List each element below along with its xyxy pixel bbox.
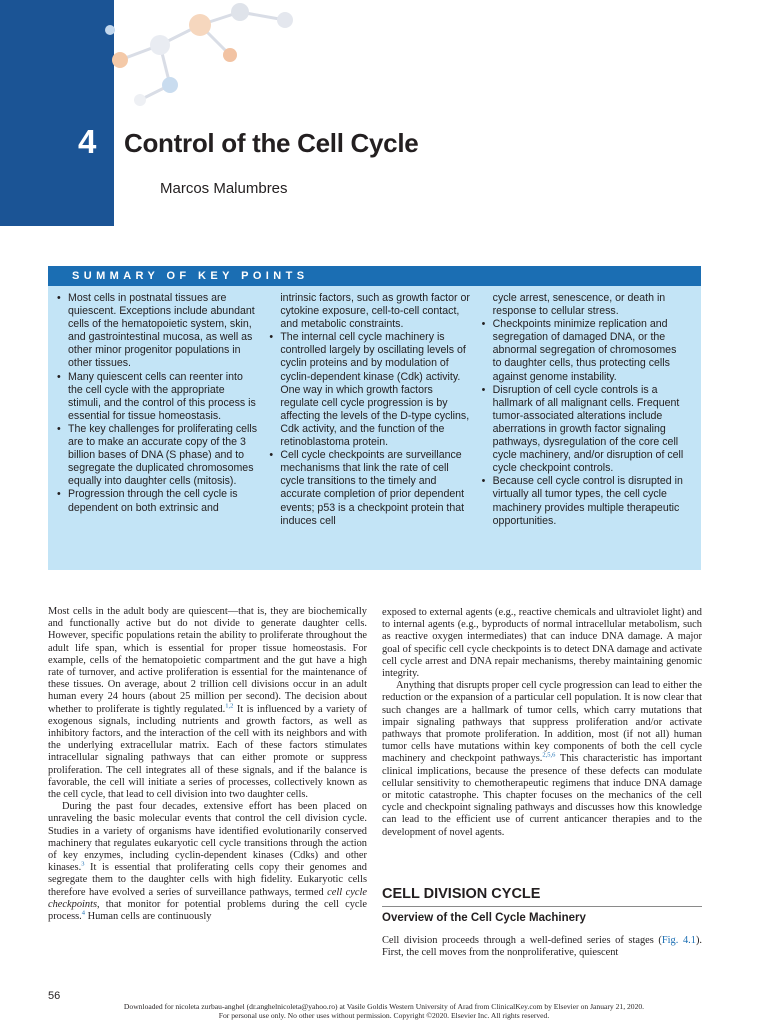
- summary-column-3: [481, 292, 693, 528]
- summary-point: • Most cells in postnatal tissues are quiescent. Exceptions include abundant cells of the hematopoietic system, skin, and gastrointestinal mucosa, as well as other minor progenitor populations in other tissues.: [56, 292, 260, 371]
- author-name: Marcos Malumbres: [160, 180, 288, 197]
- summary-point: cycle arrest, senescence, or death in response to cellular stress.: [492, 292, 666, 318]
- body-paragraph: Cell division proceeds through a well-defined series of stages (Fig. 4.1). First, the cell moves from the nonproliferative, quiescent: [382, 935, 702, 959]
- chapter-color-band: [0, 0, 114, 226]
- figure-link[interactable]: Fig. 4.1: [661, 935, 696, 946]
- footer-line-1: Downloaded for nicoleta zurbau-anghel (dr.anghelnicoleta@yahoo.ro) at Vasile Goldis Western University of Arad from ClinicalKey.com by Elsevier on January 21, 2020.: [123, 1002, 645, 1011]
- subsection-heading: Overview of the Cell Cycle Machinery: [382, 912, 586, 924]
- citation[interactable]: 3: [81, 860, 85, 868]
- chapter-title: Control of the Cell Cycle: [124, 128, 419, 158]
- summary-point: • Checkpoints minimize replication and segregation of damaged DNA, or the abnormal segregation of chromosomes to daughter cells, thus protecting cells against genome instability.: [481, 318, 685, 383]
- summary-point: • Disruption of cell cycle controls is a hallmark of all malignant cells. Frequent tumor-associated alterations include aberrations in growth factor signaling pathways, dysregulation of the core cell cycle machinery, and/or disruption of cell cycle checkpoint controls.: [481, 384, 685, 476]
- citation[interactable]: 1,2: [225, 702, 234, 710]
- footer-line-2: For personal use only. No other uses without permission. Copyright ©2020. Elsevier Inc. All rights reserved.: [218, 1011, 550, 1021]
- summary-point: • The internal cell cycle machinery is controlled largely by oscillating levels of cyclin proteins and by modulation of cyclin-dependent kinase (Cdk) activity. One way in which growth factors regulate cell cycle progression is by affecting the levels of the D-type cyclins, Cdk activity, and the function of the retinoblastoma protein.: [268, 331, 472, 449]
- citation[interactable]: 4: [81, 909, 86, 917]
- body-paragraph: Most cells in the adult body are quiescent—that is, they are biochemically and functionally active but do not divide to generate daughter cells. However, specific populations retain the ability to proliferate throughout the adult life span, which is essential for proper tissue homeostasis. For example, cells of the hematopoietic compartment and the gut have a high rate of turnover, and active proliferation is essential for the maintenance of these tissues. On average, about 2 trillion cell divisions occur in an adult human every 24 hours (about 25 million per second). The decision about whether to proliferate is tightly regulated.$^{1,2}$ It is influenced by a variety of exogenous signals, including nutrients and growth factors, as well as inhibitory factors, and the interaction of the cell with its neighbors and with the underlying extracellular matrix. Each of these factors stimulates intracellular signaling pathways that can either promote or suppress proliferation. The cell integrates all of these signals, and if the balance is favorable, the cell will initiate a series of processes, collectively known as the cell cycle, that lead to cell division into two daughter cells.: [48, 606, 367, 801]
- download-footer: [0, 1002, 768, 1021]
- section-heading: CELL DIVISION CYCLE: [382, 886, 702, 907]
- summary-point: • Progression through the cell cycle is dependent on both extrinsic and: [56, 488, 260, 514]
- summary-column-1: [56, 292, 268, 528]
- body-paragraph: Anything that disrupts proper cell cycle progression can lead to either the reduction or the expansion of a particular cell population. It is now clear that such changes are a hallmark of tumor cells, which carry mutations that impair signaling pathways that suppress proliferation and/or activate pathways that promote proliferation. In addition, most (if not all) human tumor cells have mutations within key components of both the cell cycle machinery and checkpoint pathways.$^{2,5,6}$ This characteristic has important clinical implications, because the presence of these defects can modulate cellular sensitivity to chemotherapeutic regimens that induce DNA damage or mitotic catastrophe. This chapter focuses on the mechanics of the cell cycle and checkpoint signaling pathways and discusses how this knowledge can lead to the efficient use of current anticancer therapies and to the development of novel agents.: [382, 680, 702, 838]
- summary-column-2: [268, 292, 480, 528]
- body-column-right: [382, 607, 702, 839]
- summary-key-points-box: [48, 266, 701, 570]
- body-column-left: [48, 606, 367, 923]
- summary-point: • Because cell cycle control is disrupted in virtually all tumor types, the cell cycle machinery provides multiple therapeutic opportunities.: [481, 475, 685, 527]
- body-paragraph: exposed to external agents (e.g., reactive chemicals and ultraviolet light) and to internal agents (e.g., byproducts of normal intracellular metabolism, such as reactive oxygen intermediates) that can induce DNA damage. A major goal of specific cell cycle checkpoints is to detect DNA damage and activate cell cycle arrest and DNA repair mechanisms, thereby maintaining genomic integrity.: [382, 607, 702, 680]
- summary-point: • Cell cycle checkpoints are surveillance mechanisms that link the rate of cell cycle transitions to the timely and accurate completion of prior dependent events; p53 is a checkpoint protein that induces cell: [268, 449, 472, 528]
- summary-point: intrinsic factors, such as growth factor or cytokine exposure, cell-to-cell contact, and metabolic constraints.: [280, 292, 470, 331]
- page-number: 56: [48, 990, 61, 1002]
- body-column-right-continued: [382, 935, 702, 959]
- chapter-number: 4: [78, 123, 97, 160]
- molecule-graphic: [100, 0, 330, 115]
- summary-header: SUMMARY OF KEY POINTS: [48, 266, 701, 286]
- summary-point: • The key challenges for proliferating cells are to make an accurate copy of the 3 billion bases of DNA (S phase) and to segregate the duplicated chromosomes equally into daughter cells (mitosis).: [56, 423, 260, 488]
- summary-point: • Many quiescent cells can reenter into the cell cycle with the appropriate stimuli, and the control of this process is essential for tissue homeostasis.: [56, 371, 260, 423]
- body-paragraph: During the past four decades, extensive effort has been placed on unraveling the basic molecular events that control the cell division cycle. Studies in a variety of organisms have identified evolutionarily conserved machinery that regulates eukaryotic cell cycle transitions through the action of key enzymes, including cyclin-dependent kinases (Cdks) and other kinases.$^3$ It is essential that proliferating cells copy their genomes and segregate them to the daughter cells with high fidelity. Eukaryotic cells therefore have evolved a series of surveillance pathways, termed cell cycle checkpoints, that monitor for potential problems during the cell cycle process.$^4$ Human cells are continuously: [48, 801, 367, 923]
- citation[interactable]: 2,5,6: [542, 751, 556, 759]
